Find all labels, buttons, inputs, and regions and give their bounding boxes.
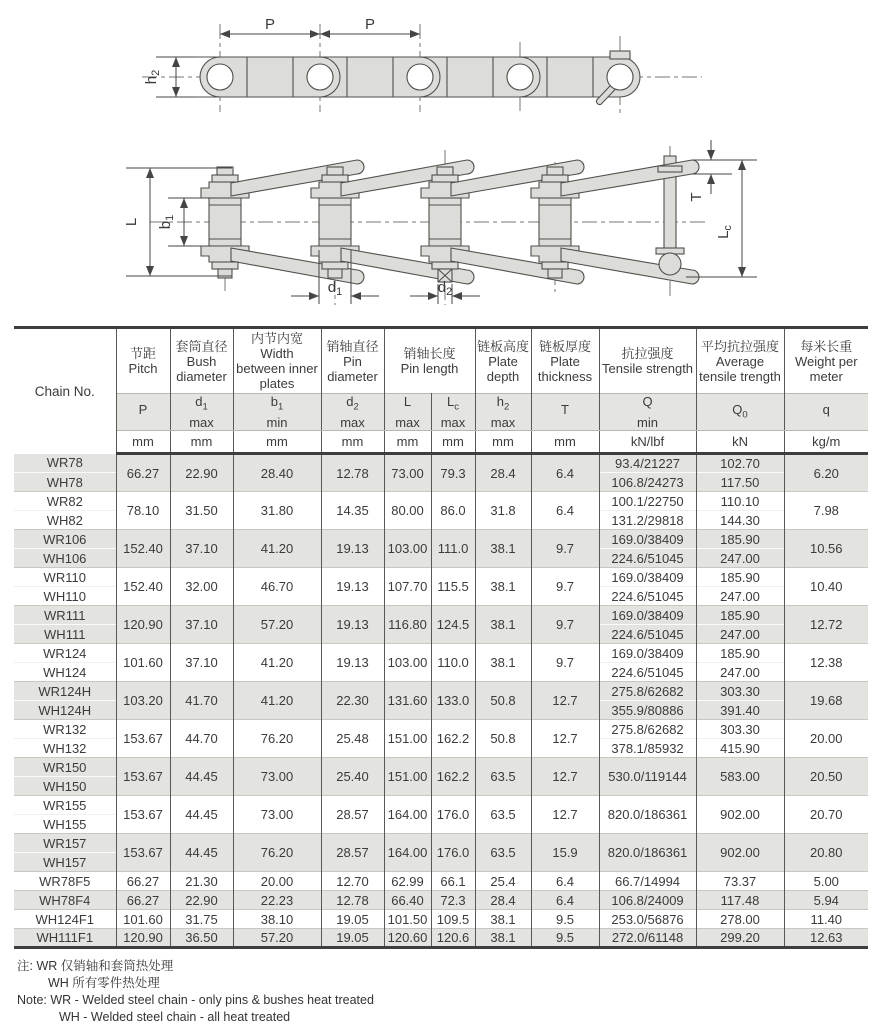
value-cell: 110.10 [696,492,784,511]
value-cell: 153.67 [116,720,170,758]
symbol-plate-thickness: T [531,394,599,431]
value-cell: 185.90 [696,568,784,587]
technical-drawings [0,0,882,326]
value-cell: 303.30 [696,720,784,739]
value-cell: 20.00 [784,720,868,758]
chain-no-cell: WR124 [14,644,116,663]
value-cell: 299.20 [696,929,784,948]
value-cell: 31.50 [170,492,233,530]
value-cell: 44.45 [170,834,233,872]
value-cell: 37.10 [170,606,233,644]
value-cell: 20.70 [784,796,868,834]
dimension-label-T: T [688,192,705,202]
value-cell: 44.70 [170,720,233,758]
value-cell: 28.57 [321,834,384,872]
spec-table [14,326,868,949]
value-cell: 224.6/51045 [599,549,696,568]
value-cell: 73.00 [384,454,431,492]
pin-hole [407,64,433,90]
chain-no-cell: WR155 [14,796,116,815]
unit-cell: mm [116,431,170,454]
value-cell: 28.4 [475,454,531,492]
symbol-average-tensile-strength: $Q_0$ [696,394,784,431]
value-cell: 66.1 [431,872,475,891]
chain-no-cell: WR110 [14,568,116,587]
chain-no-cell: WR132 [14,720,116,739]
value-cell: 19.13 [321,530,384,568]
value-cell: 12.72 [784,606,868,644]
value-cell: 32.00 [170,568,233,606]
value-cell: 93.4/21227 [599,454,696,473]
value-cell: 44.45 [170,796,233,834]
chain-no-cell: WR78F5 [14,872,116,891]
value-cell: 415.90 [696,739,784,758]
note-line-cn-wr: 注: WR 仅销轴和套筒热处理 [17,959,174,973]
chain-no-cell: WH106 [14,549,116,568]
value-cell: 57.20 [233,929,321,948]
value-cell: 72.3 [431,891,475,910]
value-cell: 31.75 [170,910,233,929]
value-cell: 12.7 [531,796,599,834]
value-cell: 44.45 [170,758,233,796]
value-cell: 902.00 [696,796,784,834]
column-header-pitch: 节距 Pitch [116,328,170,394]
value-cell: 62.99 [384,872,431,891]
table-row [14,492,868,511]
unit-cell: mm [233,431,321,454]
value-cell: 15.9 [531,834,599,872]
value-cell: 117.50 [696,473,784,492]
column-header-tensile-strength: 抗拉强度 Tensile strength [599,328,696,394]
value-cell: 22.90 [170,454,233,492]
value-cell: 6.20 [813,465,839,481]
value-cell: 21.30 [170,872,233,891]
value-cell: 50.8 [475,720,531,758]
value-cell: 6.4 [531,872,599,891]
column-header-pin-length: 销轴长度 Pin length [384,328,475,394]
value-cell: 109.5 [431,910,475,929]
chain-no-cell: WH124F1 [14,910,116,929]
value-cell: 120.90 [116,606,170,644]
value-cell: 76.20 [233,720,321,758]
chain-links [201,156,699,284]
value-cell: 73.00 [233,758,321,796]
value-cell: 31.80 [233,492,321,530]
value-cell: 63.5 [475,834,531,872]
chain-no-cell: WH78 [14,473,116,492]
value-cell: 169.0/38409 [599,530,696,549]
value-cell: 66.40 [384,891,431,910]
chain-no-cell: WR150 [14,758,116,777]
symbol-pitch: P [116,394,170,431]
value-cell: 278.00 [696,910,784,929]
value-cell: 583.00 [696,758,784,796]
pin-hole [607,64,633,90]
value-cell: 117.48 [696,891,784,910]
value-cell: 247.00 [696,549,784,568]
value-cell: 355.9/80886 [599,701,696,720]
column-header-plate-thickness: 链板厚度 Plate thickness [531,328,599,394]
value-cell: 133.0 [431,682,475,720]
value-cell: 12.70 [321,872,384,891]
value-cell: 120.90 [116,929,170,948]
dimension-label-d2: $d_2$ [437,279,453,298]
value-cell: 152.40 [116,568,170,606]
chain-no-cell: WH124 [14,663,116,682]
value-cell: 28.57 [321,796,384,834]
value-cell: 5.94 [784,891,868,910]
value-cell: 152.40 [116,530,170,568]
value-cell: 38.1 [475,568,531,606]
value-cell: 110.0 [431,644,475,682]
value-cell: 153.67 [116,834,170,872]
unit-cell: kN/lbf [599,431,696,454]
table-row [14,454,868,473]
value-cell: 169.0/38409 [599,568,696,587]
value-cell: 164.00 [384,796,431,834]
value-cell: 103.00 [384,644,431,682]
note-line-en-wh: WH - Welded steel chain - all heat treated [59,1010,291,1024]
table-row [14,682,868,701]
value-cell: 820.0/186361 [599,834,696,872]
value-cell: 66.27 [116,872,170,891]
note-line-en-wr: Note: WR - Welded steel chain - only pins & bushes heat treated [17,993,374,1007]
dimension-label-d1: $d_1$ [327,279,343,298]
value-cell: 176.0 [431,834,475,872]
table-row [14,872,868,891]
value-cell: 100.1/22750 [599,492,696,511]
value-cell: 185.90 [696,644,784,663]
value-cell: 22.23 [233,891,321,910]
value-cell: 19.68 [784,682,868,720]
spec-table-header [14,328,868,454]
value-cell: 151.00 [384,720,431,758]
value-cell: 31.8 [475,492,531,530]
value-cell: 38.1 [475,644,531,682]
value-cell: 41.70 [170,682,233,720]
value-cell: 101.60 [116,910,170,929]
value-cell: 22.30 [321,682,384,720]
value-cell: 6.4 [531,454,599,492]
value-cell: 19.05 [321,910,384,929]
value-cell: 247.00 [696,663,784,682]
cotter-plate [610,51,630,59]
value-cell: 12.63 [784,929,868,948]
value-cell: 6.4 [531,492,599,530]
table-row [14,568,868,587]
dimension-label-b1: $b_1$ [157,214,176,230]
value-cell: 247.00 [696,587,784,606]
value-cell: 120.60 [384,929,431,948]
value-cell: 38.1 [475,929,531,948]
chain-strip [156,51,640,104]
dimension-label-L: L [123,217,140,227]
value-cell: 41.20 [233,530,321,568]
value-cell: 9.7 [531,568,599,606]
value-cell: 19.13 [321,644,384,682]
value-cell: 107.70 [384,568,431,606]
symbol-pin-diameter: $d_2$ max [321,394,384,431]
value-cell: 902.00 [696,834,784,872]
value-cell: 10.40 [784,568,868,606]
symbol-tensile-strength: Q min [599,394,696,431]
unit-cell: mm [384,431,431,454]
value-cell: 36.50 [170,929,233,948]
value-cell: 25.48 [321,720,384,758]
value-cell: 153.67 [116,758,170,796]
value-cell: 9.5 [531,929,599,948]
value-cell: 66.27 [116,891,170,910]
unit-cell: mm [475,431,531,454]
value-cell: 20.50 [784,758,868,796]
value-cell: 38.1 [475,530,531,568]
value-cell: 14.35 [321,492,384,530]
value-cell: 530.0/119144 [599,758,696,796]
value-cell: 80.00 [384,492,431,530]
value-cell: 106.8/24009 [599,891,696,910]
value-cell: 144.30 [696,511,784,530]
chain-no-cell: WH155 [14,815,116,834]
symbol-plate-depth: $h_2$ max [475,394,531,431]
dimension-label-Lc: $L_c$ [715,225,734,239]
value-cell: 9.5 [531,910,599,929]
value-cell: 303.30 [696,682,784,701]
symbol-pin-length-Lc: $L_c$ max [431,394,475,431]
chain-no-cell: WR157 [14,834,116,853]
column-header-bush-diameter: 套筒直径 Bush diameter [170,328,233,394]
value-cell: 185.90 [696,530,784,549]
value-cell: 20.80 [784,834,868,872]
column-header-pin-diameter: 销轴直径 Pin diameter [321,328,384,394]
value-cell: 12.7 [531,758,599,796]
value-cell: 11.40 [784,910,868,929]
chain-no-cell: WR111 [14,606,116,625]
value-cell: 7.98 [784,492,868,530]
dimension-label-pitch-1: P [264,16,276,33]
table-row [14,644,868,663]
value-cell: 19.05 [321,929,384,948]
value-cell: 25.40 [321,758,384,796]
value-cell: 169.0/38409 [599,606,696,625]
value-cell: 12.7 [531,720,599,758]
value-cell: 28.4 [475,891,531,910]
table-row [14,720,868,739]
value-cell: 820.0/186361 [599,796,696,834]
chain-no-cell: WH124H [14,701,116,720]
value-cell: 73.00 [233,796,321,834]
value-cell: 46.70 [233,568,321,606]
value-cell: 6.4 [531,891,599,910]
value-cell: 38.1 [475,910,531,929]
value-cell: 38.1 [475,606,531,644]
value-cell: 12.78 [321,454,384,492]
value-cell: 102.70 [696,454,784,473]
value-cell: 50.8 [475,682,531,720]
value-cell: 115.5 [431,568,475,606]
value-cell: 116.80 [384,606,431,644]
value-cell: 131.2/29818 [599,511,696,530]
value-cell: 101.50 [384,910,431,929]
unit-cell: mm [170,431,233,454]
value-cell: 86.0 [431,492,475,530]
value-cell: 101.60 [116,644,170,682]
value-cell: 131.60 [384,682,431,720]
table-row [14,530,868,549]
value-cell: 253.0/56876 [599,910,696,929]
unit-cell: mm [321,431,384,454]
chain-no-cell: WH78F4 [14,891,116,910]
value-cell: 176.0 [431,796,475,834]
value-cell: 63.5 [475,758,531,796]
value-cell: 19.13 [321,568,384,606]
table-row [14,606,868,625]
table-row [14,758,868,777]
symbol-weight-per-meter: q [784,394,868,431]
value-cell: 38.10 [233,910,321,929]
table-row [14,891,868,910]
column-header-weight-per-meter: 每米长重 Weight per meter [784,328,868,394]
notes [17,958,882,1024]
value-cell: 151.00 [384,758,431,796]
chain-no-cell: WH150 [14,777,116,796]
note-line-cn-wh: WH 所有零件热处理 [48,976,160,990]
value-cell: 164.00 [384,834,431,872]
unit-cell: mm [531,431,599,454]
value-cell: 275.8/62682 [599,720,696,739]
table-row [14,910,868,929]
symbol-inner-width: $b_1$ min [233,394,321,431]
value-cell: 78.10 [116,492,170,530]
value-cell: 41.20 [233,682,321,720]
column-header-plate-depth: 链板高度 Plate depth [475,328,531,394]
table-row [14,796,868,815]
value-cell: 28.40 [233,454,321,492]
value-cell: 224.6/51045 [599,587,696,606]
symbol-pin-length-L: L max [384,394,431,431]
value-cell: 275.8/62682 [599,682,696,701]
value-cell: 103.20 [116,682,170,720]
value-cell: 111.0 [431,530,475,568]
column-header-chain-no: Chain No. [14,328,116,454]
value-cell: 103.00 [384,530,431,568]
value-cell: 9.7 [531,644,599,682]
column-header-inner-width: 内节内宽 Width between inner plates [233,328,321,394]
value-cell: 272.0/61148 [599,929,696,948]
value-cell: 37.10 [170,530,233,568]
spec-table-body [14,454,868,948]
value-cell: 247.00 [696,625,784,644]
value-cell: 19.13 [321,606,384,644]
value-cell: 162.2 [431,720,475,758]
symbol-bush-diameter: $d_1$ max [170,394,233,431]
value-cell: 12.78 [321,891,384,910]
value-cell: 12.38 [784,644,868,682]
value-cell: 22.90 [170,891,233,910]
value-cell: 106.8/24273 [599,473,696,492]
value-cell: 79.3 [431,454,475,492]
pin-hole [207,64,233,90]
value-cell: 169.0/38409 [599,644,696,663]
value-cell: 378.1/85932 [599,739,696,758]
table-row [14,929,868,948]
value-cell: 76.20 [233,834,321,872]
cotter-ball [659,253,681,275]
unit-cell: kN [696,431,784,454]
chain-no-cell: WH111F1 [14,929,116,948]
column-header-average-tensile-strength: 平均抗拉强度 Average tensile trength [696,328,784,394]
value-cell: 391.40 [696,701,784,720]
value-cell: 20.00 [233,872,321,891]
dimension-label-pitch-2: P [364,16,376,33]
chain-no-cell: WH132 [14,739,116,758]
plan-view-diagram [142,16,702,116]
value-cell: 41.20 [233,644,321,682]
chain-no-cell: WH111 [14,625,116,644]
chain-no-cell: WH157 [14,853,116,872]
value-cell: 37.10 [170,644,233,682]
value-cell: 10.56 [784,530,868,568]
value-cell: 162.2 [431,758,475,796]
chain-no-cell: WR106 [14,530,116,549]
chain-no-cell: WR82 [14,492,116,511]
chain-no-cell: WH82 [14,511,116,530]
value-cell: 185.90 [696,606,784,625]
pin-hole [307,64,333,90]
value-cell: 120.6 [431,929,475,948]
dimension-label-h2: $h_2$ [143,69,162,85]
value-cell: 9.7 [531,530,599,568]
value-cell: 63.5 [475,796,531,834]
value-cell: 66.27 [116,454,170,492]
chain-no-cell: WH110 [14,587,116,606]
value-cell: 153.67 [116,796,170,834]
assembly-view-diagram [123,140,757,305]
table-row [14,834,868,853]
chain-no-cell: WR78 [14,454,116,473]
value-cell: 12.7 [531,682,599,720]
value-cell: 66.7/14994 [599,872,696,891]
value-cell: 57.20 [233,606,321,644]
unit-cell: mm [431,431,475,454]
value-cell: 124.5 [431,606,475,644]
unit-cell: kg/m [784,431,868,454]
chain-no-cell: WR124H [14,682,116,701]
value-cell: 5.00 [784,872,868,891]
value-cell: 73.37 [696,872,784,891]
value-cell: 25.4 [475,872,531,891]
pin-hole [507,64,533,90]
value-cell: 224.6/51045 [599,625,696,644]
value-cell: 9.7 [531,606,599,644]
value-cell: 224.6/51045 [599,663,696,682]
